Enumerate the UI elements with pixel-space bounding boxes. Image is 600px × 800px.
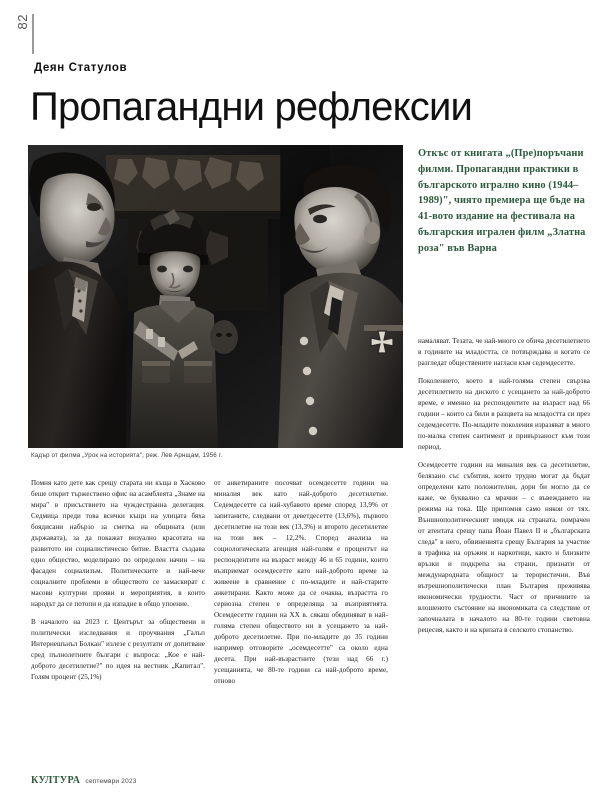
article-author: Деян Статулов — [34, 62, 128, 74]
folio — [14, 14, 34, 54]
photograph-image — [28, 145, 403, 448]
paragraph: Осемдесетте години на миналия век са десетилетие, белязано със събития, които трудно могат да бъдат определени като положителни, дори би могло да се каже, че буквално са мрачни – с въвеждането на режима на тока. Ще припомня само някои от тях. Външнополитическият имидж на страната, помрачен от атентата срещу папа Йоан Павел II и „българската следа" в него, обвиненията срещу България за участие в трафика на оръжия и наркотици, както и близките връзки и подкрепа на страни, признати от международната общност за терористични. Във вътрешнополитически план България преживява икономически трудности. Част от причините за влошеното състояние на икономиката са следствие от започналата в началото на 80-те години световна рецесия, както и на кризата в селското стопанство. — [418, 460, 590, 634]
page-title: Пропагандни рефлексии — [30, 85, 473, 129]
body-column-2 — [214, 478, 388, 778]
body-column-3 — [418, 336, 590, 776]
page-footer — [31, 775, 137, 786]
photo-caption: Кадър от филма „Урок на историята", реж. Лев Арнщам, 1956 г. — [31, 452, 223, 459]
paragraph: В началото на 2023 г. Центърът за обществени и политически изследвания и проучвания „Галъп Интернешънъл Болкан" излезе с резултати от допитване сред пълнолетните българи с въпроса: „Кое е най-доброто десетилетие?" по идея на вестник „Капитал". Голям процент (25,1%) — [31, 617, 205, 681]
paragraph: намаляват. Тезата, че най-много се обича десетилетието в годините на младостта, се потвърждава и когато се разгледат обществените нагласи към седемдесетте. — [418, 337, 590, 367]
folio-rule — [32, 14, 34, 54]
footer-date: септември 2023 — [85, 778, 137, 785]
film-still-photograph — [28, 145, 403, 448]
body-column-1 — [31, 478, 205, 778]
footer-brand: КУЛТУРА — [31, 775, 81, 786]
paragraph: Поколението, което в най-голяма степен свързва десетилетието на диското с усещането за най-доброто време, е именно на респондентите на възраст над 66 години – които са били в разцвета на младостта си през седемдесетте. По-младите поколения изразяват в много по-малка степен сантимент и привързаност към този период. — [418, 376, 590, 451]
paragraph: от анкетираните посочват осемдесетте години на миналия век като най-доброто десетилетие. Седемдесетте са най-хубавото време според 13,9% от запитаните, следвани от деветдесетте (13,6%), първото десетилетие на този век (13,3%) и второто десетилетие на този век – 12,2%. Според анализа на социологическата агенция най-голям е процентът на респондентите на възраст между 46 и 65 години, които възприемат осемдесетте като най-доброто време за живеене в сравнение с по-младите и най-старите анкетирани. Както може да се очаква, възрастта го сериозна степен е определяща за възприятията. Осемдесетте години на ХХ в. сякаш обединяват в най-голяма степен обществото ни в усещането за най-доброто десетилетие. При по-младите до 35 години например отговорите „осемдесетте" са около една десета. При най-възрастните (тези над 66 г.) усещанията, че 80-те години са най-доброто време, отново — [214, 479, 388, 685]
page-number: 82 — [15, 14, 30, 30]
paragraph: Помня като дете как срещу старата ни къща в Хасково беше открит тържествено офис на асамблеята „Знаме на мира" в присъствието на чуждестранна делегация. Седмица преди това всички къщи на улицата бяха боядисани набързо за сметка на общината (или държавата), за да покажат визуално красотата на развитото ни социалистическо битие. Властта създава едно общество, моделирано по определен начин – на фасаден социализъм. Политическите и най-вече социалните проблеми в обществото се замаскират с масови културни прояви и мероприятия, в които народът да се потопи и да изпадне в общо упоение. — [31, 479, 205, 608]
standfirst-text: Откъс от книгата „(Пре)поръчани филми. Пропагандни практики в българското игрално кино (1944–1989)", чиято премиера ще бъде на 41-вото издание на фестивала на българския игрален филм „Златна роза" във Варна — [418, 148, 586, 254]
